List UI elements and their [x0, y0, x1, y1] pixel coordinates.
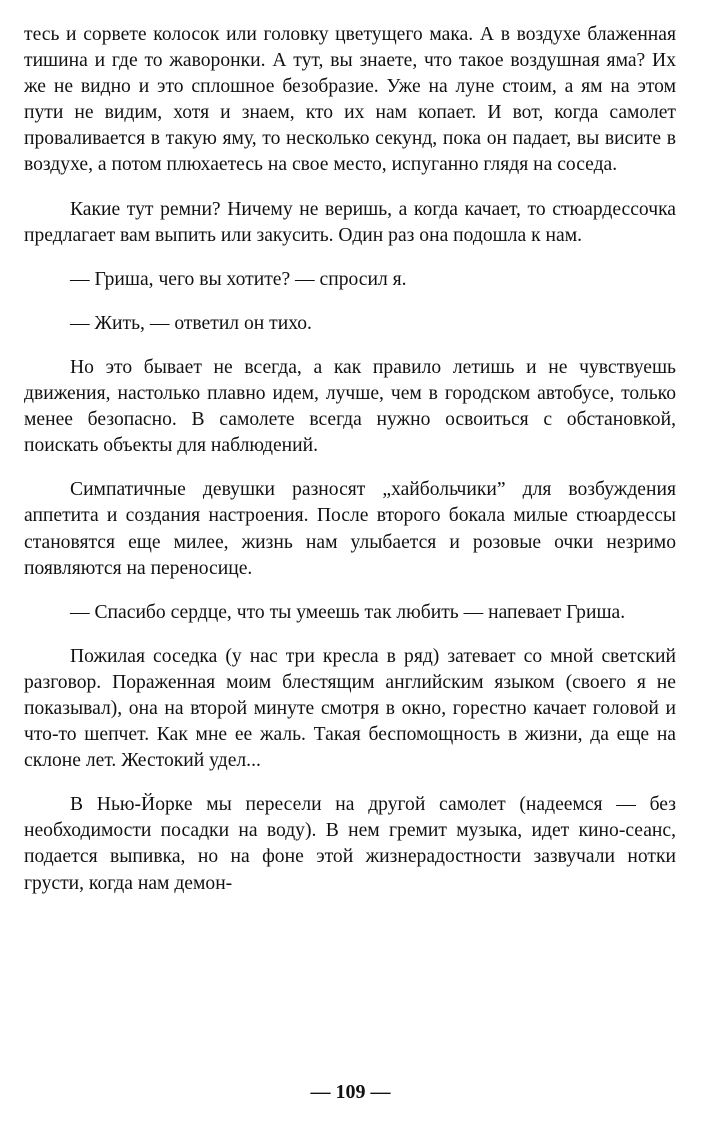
paragraph-6: Симпатичные девушки разносят „хайбольчики” для возбуждения аппетита и создания настроения. После второго бокала милые стюардессы становятся еще милее, жизнь нам улыбается и розовые очки незримо появляются на переносице. [24, 479, 676, 579]
paragraph-3: — Гриша, чего вы хотите? — спросил я. [70, 268, 407, 290]
paragraph-5: Но это бывает не всегда, а как правило летишь и не чувствуешь движения, настолько плавно идем, лучше, чем в городском автобусе, только менее безопасно. В самолете всегда нужно освоиться с обстановкой, поискать объекты для наблюдений. [24, 356, 676, 457]
paragraph-9: В Нью-Йорке мы пересели на другой самолет (надеемся — без необходимости посадки на воду). В нем гремит музыка, идет кино-сеанс, подается выпивка, но на фоне этой жизнерадостности зазвучали нотки грусти, когда нам демон- [24, 794, 676, 894]
paragraph-2: Какие тут ремни? Ничему не веришь, а когда качает, то стюардессочка предлагает вам выпить или закусить. Один раз она подошла к нам. [24, 198, 676, 246]
paragraph-1: тесь и сорвете колосок или головку цветущего мака. А в воздухе блаженная тишина и где то жаворонки. А тут, вы знаете, что такое воздушная яма? Их же не видно и это сплошное безобразие. Уже на луне стоим, а ям на этом пути не видим, хотя и знаем, кто их нам копает. И вот, когда самолет проваливается в такую яму, то несколько секунд, пока он падает, вы висите в воздухе, а потом плюхаетесь на свое место, испуганно глядя на соседа. [24, 24, 676, 176]
paragraph-8: Пожилая соседка (у нас три кресла в ряд) затевает со мной светский разговор. Пораженная моим блестящим английским языком (своего я не показывал), она на второй минуте смотря в окно, горестно качает головой и что-то шепчет. Как мне ее жаль. Такая беспомощность в жизни, да еще на склоне лет. Жестокий удел... [24, 645, 676, 772]
page-body [24, 22, 676, 915]
paragraph-7: — Спасибо сердце, что ты умеешь так любить — напевает Гриша. [70, 601, 626, 623]
page-number: — 109 — [310, 1081, 391, 1103]
paragraph-4: — Жить, — ответил он тихо. [70, 312, 312, 334]
